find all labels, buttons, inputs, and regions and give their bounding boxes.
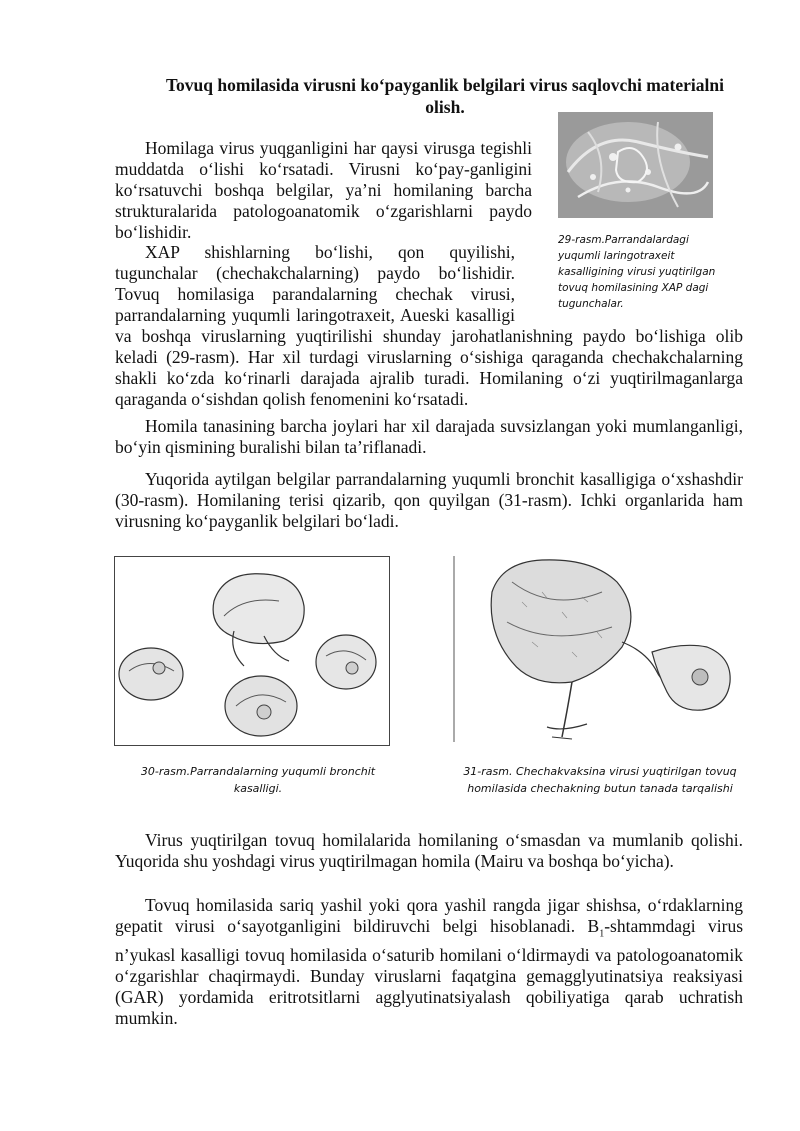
paragraph-4 bbox=[115, 469, 743, 532]
figure-29-image bbox=[558, 112, 713, 218]
figure-30-caption-line2: kasalligi. bbox=[233, 782, 283, 795]
paragraph-2-text: XAP shishlarning bo‘lishi, qon quyilishi, tugunchalar (chechakchalarning) paydo bo‘lishidir. Tovuq homilasiga parandalarning chechak virusi, parrandalarning yuqumli laringotraxeit, Aueski kasalligi va boshqa viruslarning yuqtirilishi shunday jarohatlanishning paydo bo‘lishiga olib keladi (29-rasm). Har xil turdagi viruslarning o‘sishiga qaraganda chechakchalarning shakli ko‘zda ko‘rinarli darajada ajralib turadi. Homilaning o‘zi yuqtirilmaganlarga qaraganda o‘sishdan qolish fenomenini ko‘rsatadi. bbox=[115, 242, 743, 409]
paragraph-3-text: Homila tanasining barcha joylari har xil darajada suvsizlangan yoki mumlanganligi, bo‘yin qismining buralishi bilan ta’riflanadi. bbox=[115, 416, 743, 457]
paragraph-5 bbox=[115, 830, 743, 872]
paragraph-6-text-b: -shtammdagi virus n’yukasl kasalligi tovuq homilasida o‘saturib homilani o‘ldirmaydi va patologoanatomik o‘zgarishlar chaqirmaydi. Bunday viruslarni faqatgina gemagglyutinatsiya reaksiyasi (GAR) yordamida eritrotsitlarni agglyutinatsiyalash qobiliyatiga qarab uchratish mumkin. bbox=[115, 916, 744, 1028]
paragraph-1 bbox=[115, 138, 532, 243]
figure-31-image bbox=[452, 552, 738, 744]
paragraph-3 bbox=[115, 416, 743, 458]
figure-31-caption bbox=[450, 763, 750, 797]
figure-31-caption-line1: 31-rasm. Chechakvaksina virusi yuqtirilgan tovuq bbox=[463, 765, 737, 778]
paragraph-5-text: Virus yuqtirilgan tovuq homilalarida homilaning o‘smasdan va mumlanib qolishi. Yuqorida shu yoshdagi virus yuqtirilmagan homila (Mairu va boshqa bo‘yicha). bbox=[115, 830, 743, 871]
paragraph-6-subscript: 1 bbox=[599, 928, 605, 940]
paragraph-4-text: Yuqorida aytilgan belgilar parrandalarning yuqumli bronchit kasalligiga o‘xshashdir (30-rasm). Homilaning terisi qizarib, qon quyilgan (31-rasm). Ichki organlarida ham virusning ko‘payganlik belgilari bo‘ladi. bbox=[115, 469, 743, 531]
figure-31-caption-line2: homilasida chechakning butun tanada tarqalishi bbox=[467, 782, 733, 795]
paragraph-6-text-a: Tovuq homilasida sariq yashil yoki qora yashil rangda jigar shishsa, o‘rdaklarning gepatit virusi o‘sayotganligini bildiruvchi belgi hisoblanadi. B bbox=[115, 895, 743, 936]
paragraph-1-text: Homilaga virus yuqganligini har qaysi virusga tegishli muddatda o‘lishi ko‘rsatadi. Virusni ko‘pay-ganligini ko‘rsatuvchi boshqa belgilar, ya’ni homilaning barcha strukturalarida patologoanatomik o‘zgarishlarni paydo bo‘lishidir. bbox=[115, 138, 532, 242]
figure-30-caption bbox=[120, 763, 396, 797]
figure-30-caption-line1: 30-rasm.Parrandalarning yuqumli bronchit bbox=[140, 765, 376, 778]
figure-29-caption: 29-rasm.Parrandalardagi yuqumli laringotraxeit kasalligining virusi yuqtirilgan tovuq homilasining XAP dagi tugunchalar. bbox=[558, 234, 716, 310]
page-title: Tovuq homilasida virusni ko‘payganlik belgilari virus saqlovchi materialni olish. bbox=[165, 75, 724, 117]
figure-30-image bbox=[114, 556, 390, 746]
paragraph-6 bbox=[115, 895, 743, 1029]
